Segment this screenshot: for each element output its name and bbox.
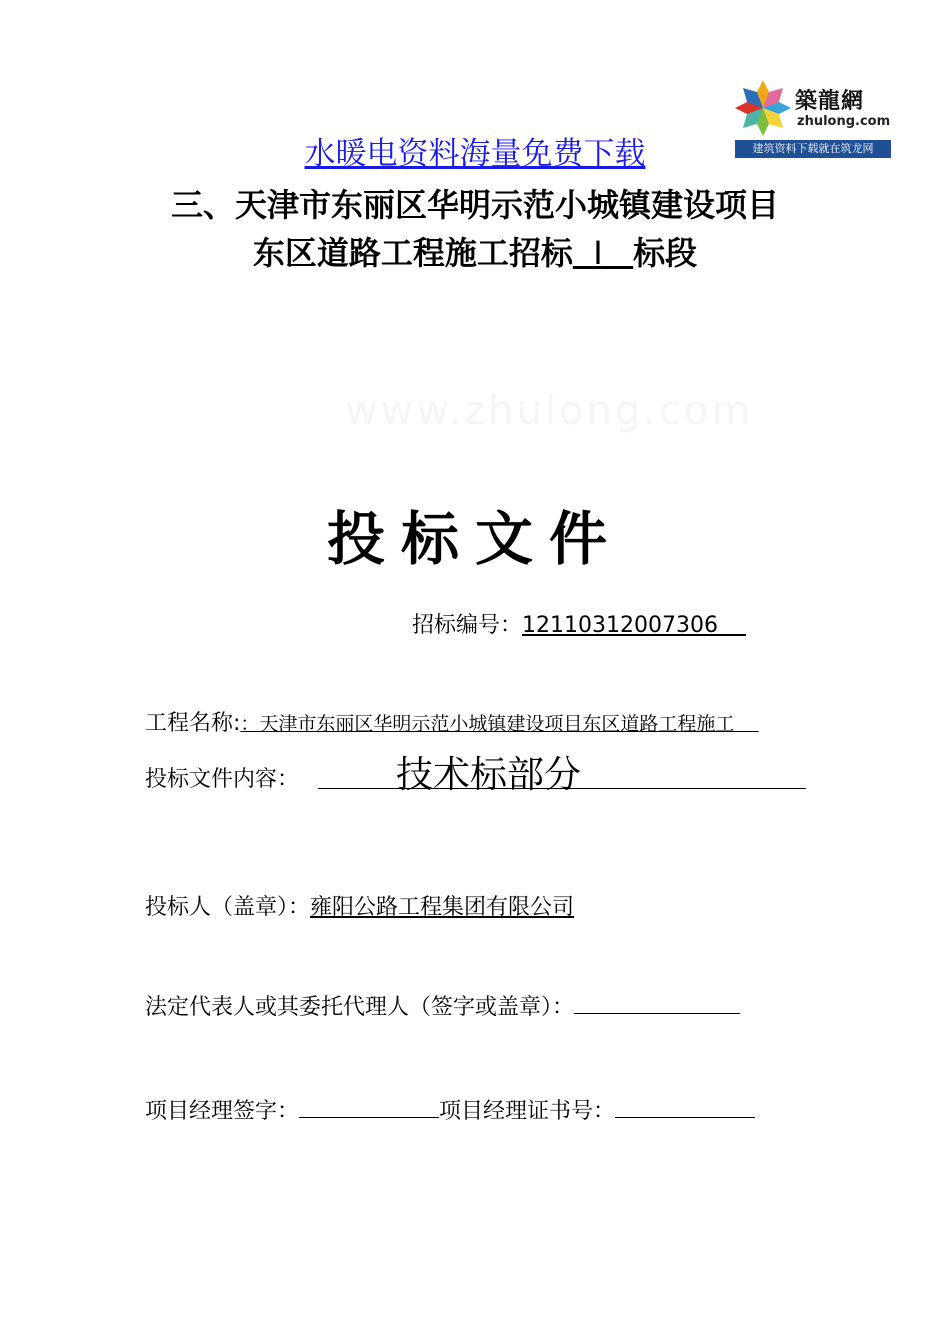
tender-number-label: 招标编号： — [412, 613, 523, 638]
bid-content-value: 技术标部分 — [396, 753, 581, 796]
pm-signature-label: 项目经理签字： — [145, 1099, 300, 1124]
tender-number-row — [412, 608, 746, 639]
project-manager-row — [145, 1094, 755, 1125]
section-number: Ⅰ — [593, 234, 603, 272]
project-title-line2 — [0, 228, 950, 274]
project-title-line1: 三、天津市东丽区华明示范小城镇建设项目 — [170, 186, 779, 224]
pm-signature-line — [299, 1099, 439, 1118]
bid-content-field — [318, 744, 806, 796]
bidder-row — [145, 890, 574, 921]
project-name-label: 工程名称: — [145, 711, 241, 736]
legal-representative-signature-line — [574, 995, 740, 1014]
logo-name: 築龍網 — [795, 88, 865, 114]
bid-content-label: 投标文件内容： — [145, 767, 300, 792]
title-line2-suffix: 标段 — [633, 234, 698, 272]
tender-number-value: 12110312007306 — [522, 613, 718, 638]
download-link[interactable]: 水暖电资料海量免费下载 — [304, 136, 646, 172]
project-name-value: ：天津市东丽区华明示范小城镇建设项目东区道路工程施工 — [240, 713, 735, 735]
project-name-row — [145, 706, 759, 737]
bidder-value: 雍阳公路工程集团有限公司 — [310, 895, 575, 920]
logo-domain: zhulong.com — [797, 114, 891, 129]
title-line2-prefix: 东区道路工程施工招标 — [252, 234, 573, 272]
bidder-label: 投标人（盖章）： — [145, 895, 311, 920]
logo-banner: 建筑资料下载就在筑龙网 — [735, 140, 891, 158]
watermark: www.zhulong.com — [345, 388, 754, 434]
pm-certificate-line — [615, 1099, 755, 1118]
pm-certificate-label: 项目经理证书号： — [439, 1099, 616, 1124]
document-title: 投标文件 — [326, 505, 623, 573]
legal-representative-label: 法定代表人或其委托代理人（签字或盖章）： — [145, 995, 575, 1020]
legal-representative-row — [145, 990, 740, 1021]
